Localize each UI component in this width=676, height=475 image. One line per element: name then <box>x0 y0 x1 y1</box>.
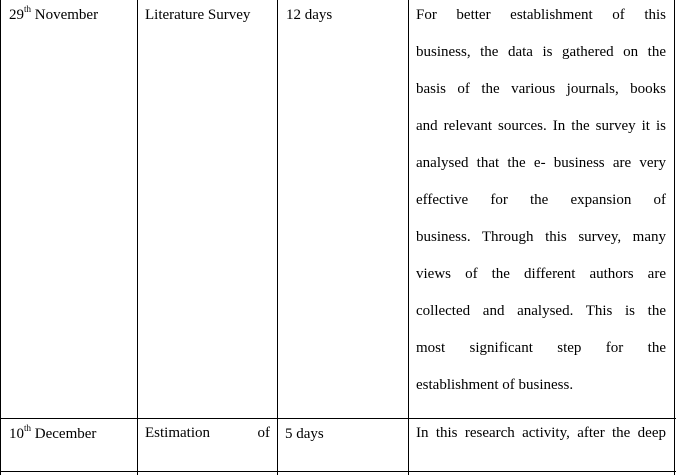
column-divider-1 <box>137 0 138 475</box>
table-border-left <box>0 0 1 475</box>
column-divider-2 <box>277 0 278 475</box>
row2-activity-word: Estimation <box>145 425 210 441</box>
description-line: effective for the expansion of <box>416 192 666 208</box>
description-line: and relevant sources. In the survey it is <box>416 118 666 134</box>
row2-activity <box>145 424 270 442</box>
description-line: basis of the various journals, books <box>416 81 666 97</box>
description-line: business, the data is gathered on the <box>416 44 666 60</box>
description-line: For better establishment of this <box>416 7 666 23</box>
description-line: business. Through this survey, many <box>416 229 666 245</box>
description-line: In this research activity, after the deep <box>416 425 666 441</box>
row1-description <box>416 6 666 413</box>
row-divider <box>0 418 676 419</box>
description-line: analysed that the e- business are very <box>416 155 666 171</box>
table-border-bottom <box>0 471 676 472</box>
description-line: most significant step for the <box>416 340 666 356</box>
table-border-right <box>674 0 675 475</box>
column-divider-3 <box>408 0 409 475</box>
row2-date: 10th December <box>9 423 97 442</box>
row1-date: 29th November <box>9 4 99 23</box>
description-line: collected and analysed. This is the <box>416 303 666 319</box>
row1-duration: 12 days <box>286 7 333 23</box>
row1-activity: Literature Survey <box>145 7 251 23</box>
description-line: views of the different authors are <box>416 266 666 282</box>
description-line: establishment of business. <box>416 377 574 393</box>
row2-description <box>416 424 666 461</box>
row2-duration: 5 days <box>285 426 324 442</box>
row2-activity-word: of <box>257 425 270 441</box>
